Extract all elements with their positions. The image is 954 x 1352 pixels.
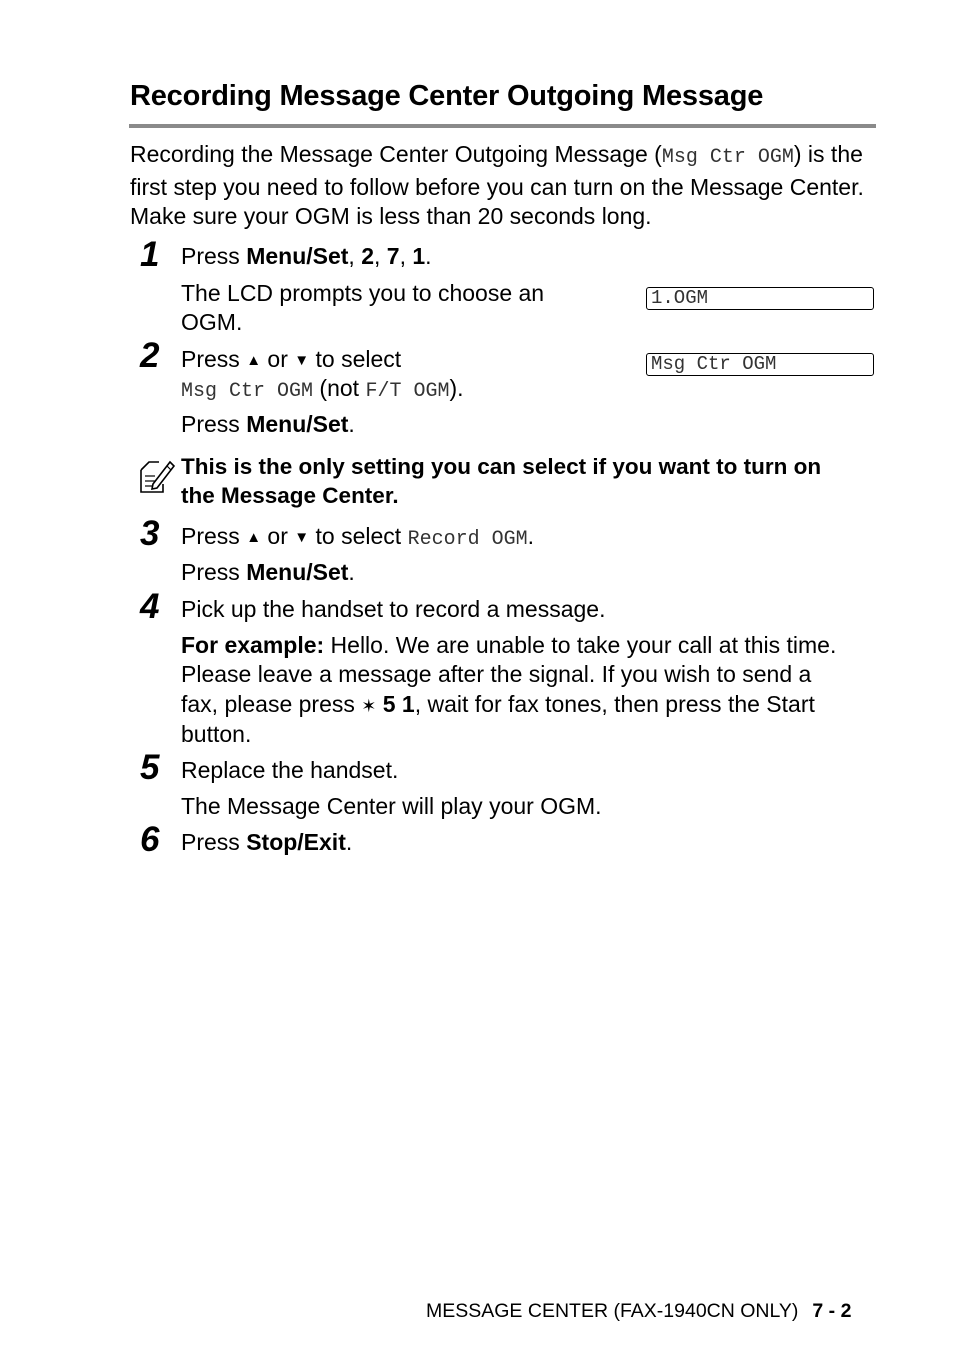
lcd-screen-2: Msg Ctr OGM — [646, 353, 874, 376]
step-number-1: 1 — [140, 235, 160, 274]
up-arrow-icon: ▲ — [246, 529, 262, 546]
page-number: 7 - 2 — [812, 1300, 852, 1322]
page-footer — [426, 1300, 851, 1323]
step-number-4: 4 — [140, 587, 160, 626]
down-arrow-icon: ▼ — [294, 529, 310, 546]
step-3-instruction: Press ▲ or ▼ to select Record OGM. — [181, 523, 534, 551]
step-5-detail: The Message Center will play your OGM. — [181, 793, 602, 819]
step-4-example-line-3: fax, please press ✶ 5 1, wait for fax tones, then press the Start — [181, 691, 815, 717]
step-number-6: 6 — [140, 820, 160, 859]
step-2-instruction: Press ▲ or ▼ to select — [181, 346, 402, 372]
step-number-3: 3 — [140, 514, 160, 553]
step-1-detail-line-2: OGM. — [181, 309, 243, 335]
step-1-instruction: Press Menu/Set, 2, 7, 1. — [181, 243, 432, 269]
step-4-example-line-2: Please leave a message after the signal. If you wish to send a — [181, 661, 812, 687]
star-key-icon: ✶ — [361, 696, 377, 717]
intro-paragraph: Recording the Message Center Outgoing Message (Msg Ctr OGM) is the first step you need to follow before you can turn on the Message Center. Make sure your OGM is less than 20 seconds long. — [130, 141, 864, 229]
step-4-example-line-1: For example: Hello. We are unable to take your call at this time. — [181, 632, 837, 658]
lcd-screen-1: 1.OGM — [646, 287, 874, 310]
step-4-instruction: Pick up the handset to record a message. — [181, 596, 606, 622]
page-title: Recording Message Center Outgoing Message — [130, 80, 764, 112]
note-text: This is the only setting you can select if you want to turn on the Message Center. — [181, 454, 822, 508]
step-1-detail-line-1: The LCD prompts you to choose an — [181, 280, 545, 306]
step-2-selection: Msg Ctr OGM (not F/T OGM). — [181, 375, 464, 403]
step-number-2: 2 — [140, 336, 160, 375]
step-3-press: Press Menu/Set. — [181, 559, 355, 585]
up-arrow-icon: ▲ — [246, 352, 262, 369]
note-pencil-icon — [137, 458, 175, 496]
step-6-instruction: Press Stop/Exit. — [181, 829, 353, 855]
step-2-press: Press Menu/Set. — [181, 411, 355, 437]
step-4-example-line-4: button. — [181, 721, 252, 747]
step-5-instruction: Replace the handset. — [181, 757, 399, 783]
down-arrow-icon: ▼ — [294, 352, 310, 369]
title-rule — [129, 124, 876, 128]
step-number-5: 5 — [140, 748, 160, 787]
footer-section: MESSAGE CENTER (FAX-1940CN ONLY) — [426, 1300, 799, 1322]
